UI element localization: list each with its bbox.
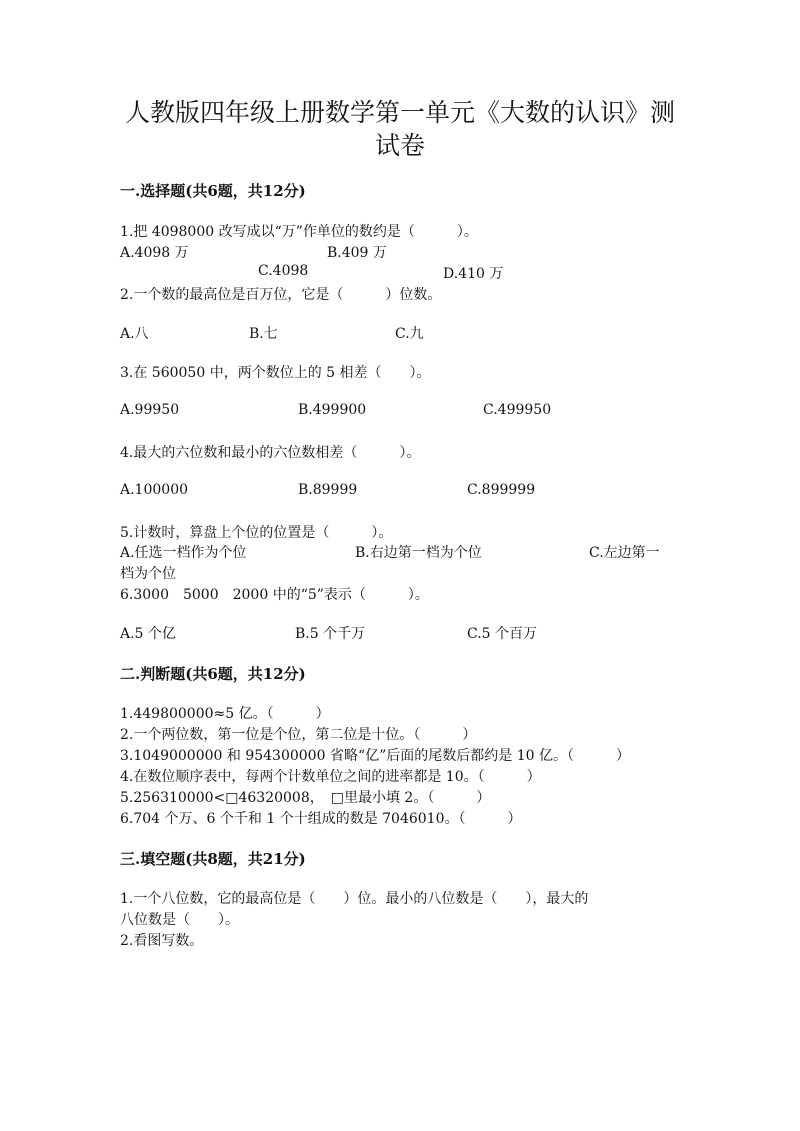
q5-option-a: A.任选一档作为个位 <box>120 545 247 561</box>
q3-option-a: A.99950 <box>120 402 180 418</box>
q1-option-b: B.409 万 <box>327 245 387 261</box>
judge-item-6: 6.704 个万、6 个千和 1 个十组成的数是 7046010。（ ） <box>120 811 522 827</box>
fill-q1-line-1: 1.一个八位数，它的最高位是（ ）位。最小的八位数是（ ），最大的 <box>120 891 589 907</box>
section-1-title: 一.选择题(共6题，共12分) <box>120 182 306 200</box>
title-line-2: 试卷 <box>374 131 425 160</box>
judge-item-5: 5.256310000<□46320008， □里最小填 2。（ ） <box>120 790 491 806</box>
q6-option-c: C.5 个百万 <box>467 626 538 642</box>
q2-stem: 2.一个数的最高位是百万位，它是（ ）位数。 <box>120 287 442 303</box>
q6-stem: 6.3000 5000 2000 中的“5”表示（ ）。 <box>120 587 429 603</box>
judge-item-3: 3.1049000000 和 954300000 省略“亿”后面的尾数后都约是 10 亿。（ ） <box>120 748 630 764</box>
q5-option-c: C.左边第一 <box>589 545 660 561</box>
q3-option-b: B.499900 <box>298 402 367 418</box>
section-2-title: 二.判断题(共6题，共12分) <box>120 665 306 683</box>
q2-option-a: A.八 <box>120 326 149 342</box>
q4-option-c: C.899999 <box>467 482 536 498</box>
q2-option-b: B.七 <box>249 326 278 342</box>
judge-item-4: 4.在数位顺序表中，每两个计数单位之间的进率都是 10。（ ） <box>120 769 541 785</box>
fill-q2: 2.看图写数。 <box>120 933 204 949</box>
page-title <box>100 96 700 162</box>
q1-option-c: C.4098 <box>258 263 309 279</box>
section-3-title: 三.填空题(共8题，共21分) <box>120 850 306 868</box>
q4-option-a: A.100000 <box>120 482 189 498</box>
q4-option-b: B.89999 <box>298 482 358 498</box>
q6-option-a: A.5 个亿 <box>120 626 176 642</box>
judge-item-2: 2.一个两位数，第一位是个位，第二位是十位。（ ） <box>120 727 477 743</box>
q5-stem: 5.计数时，算盘上个位的位置是（ ）。 <box>120 525 393 541</box>
q2-option-c: C.九 <box>395 326 424 342</box>
q3-option-c: C.499950 <box>483 402 552 418</box>
q1-stem: 1.把 4098000 改写成以“万”作单位的数约是（ ）。 <box>120 224 478 240</box>
q3-stem: 3.在 560050 中，两个数位上的 5 相差（ ）。 <box>120 365 431 381</box>
q1-option-a: A.4098 万 <box>120 245 189 261</box>
q6-option-b: B.5 个千万 <box>295 626 366 642</box>
fill-q1-line-2: 八位数是（ ）。 <box>120 912 239 928</box>
judge-item-1: 1.449800000≈5 亿。（ ） <box>120 706 330 722</box>
q5-option-c-continued: 档为个位 <box>120 566 176 582</box>
title-line-1: 人教版四年级上册数学第一单元《大数的认识》测 <box>124 98 675 127</box>
q4-stem: 4.最大的六位数和最小的六位数相差（ ）。 <box>120 445 421 461</box>
q1-option-d: D.410 万 <box>443 266 504 282</box>
q5-option-b: B.右边第一档为个位 <box>355 545 482 561</box>
